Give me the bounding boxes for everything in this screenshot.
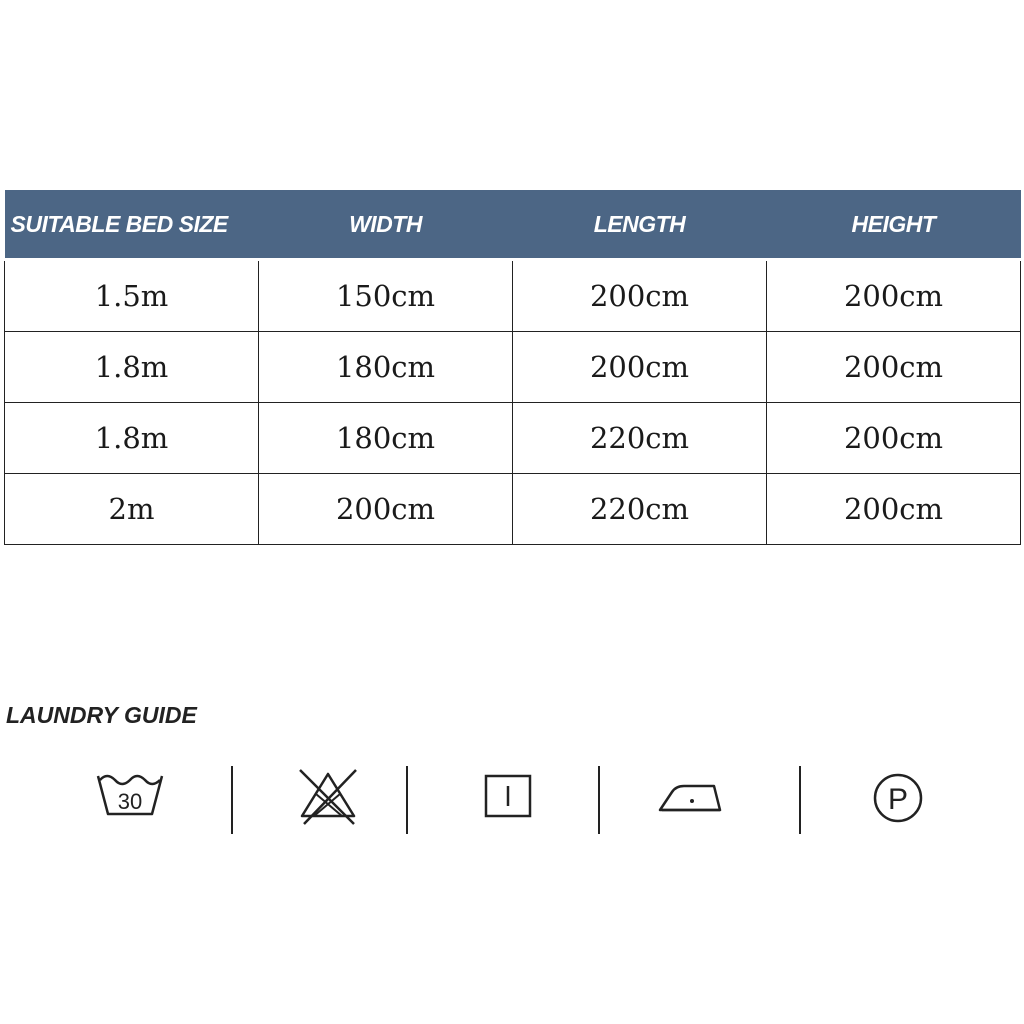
cell-bed-size: 1.8m — [5, 403, 259, 474]
icon-divider — [406, 766, 408, 834]
no-bleach-icon — [288, 764, 368, 834]
iron-low-icon — [650, 764, 730, 834]
header-width: WIDTH — [259, 190, 513, 260]
icon-divider — [231, 766, 233, 834]
cell-bed-size: 1.8m — [5, 332, 259, 403]
icon-divider — [799, 766, 801, 834]
icon-divider — [598, 766, 600, 834]
cell-bed-size: 1.5m — [5, 260, 259, 332]
cell-length: 220cm — [513, 403, 767, 474]
cell-bed-size: 2m — [5, 474, 259, 545]
professional-clean-icon — [858, 764, 938, 834]
cell-width: 180cm — [259, 403, 513, 474]
header-length: LENGTH — [513, 190, 767, 260]
cell-width: 180cm — [259, 332, 513, 403]
table-row — [5, 474, 1021, 545]
cell-length: 220cm — [513, 474, 767, 545]
cell-height: 200cm — [767, 474, 1021, 545]
header-height: HEIGHT — [767, 190, 1021, 260]
cell-width: 150cm — [259, 260, 513, 332]
bed-size-table — [4, 190, 1021, 545]
professional-clean-label: P — [887, 783, 909, 816]
table-row — [5, 332, 1021, 403]
cell-height: 200cm — [767, 332, 1021, 403]
laundry-guide-title: LAUNDRY GUIDE — [6, 702, 197, 728]
table-header-row — [5, 190, 1021, 260]
cell-height: 200cm — [767, 403, 1021, 474]
table-row — [5, 403, 1021, 474]
table-row — [5, 260, 1021, 332]
cell-width: 200cm — [259, 474, 513, 545]
cell-length: 200cm — [513, 260, 767, 332]
tumble-dry-icon — [468, 764, 548, 834]
cell-height: 200cm — [767, 260, 1021, 332]
wash-temp-label: 30 — [117, 789, 143, 814]
cell-length: 200cm — [513, 332, 767, 403]
header-bed-size: SUITABLE BED SIZE — [5, 190, 259, 260]
wash-30-icon — [90, 764, 170, 834]
